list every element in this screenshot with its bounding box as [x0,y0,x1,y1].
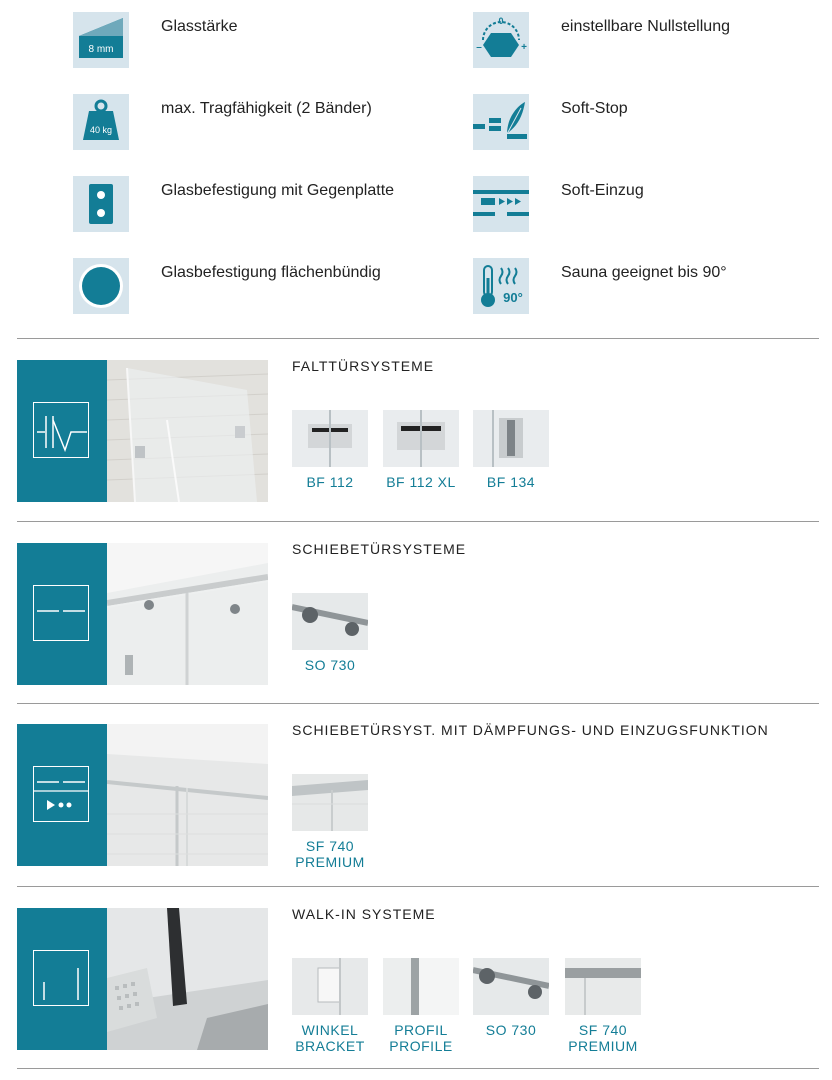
product-so-730[interactable] [473,958,549,1038]
zero-position-icon [473,12,529,68]
product-name [565,1022,641,1054]
product-image [473,958,549,1015]
glass-thickness-value: 8 mm [88,44,114,55]
section-photo [107,724,268,866]
product-bf-112-xl[interactable] [383,410,459,490]
product-image [292,958,368,1015]
folding-door-icon [17,360,107,502]
product-name-line1: SF 740 [578,1022,628,1038]
product-name-line2: PREMIUM [295,854,365,870]
legend-label: Sauna geeignet bis 90° [561,264,727,281]
section-title: FALTTÜRSYSTEME [292,358,435,374]
product-winkel-bracket[interactable] [292,958,368,1054]
product-image [473,410,549,467]
legend-item-zero-position [473,12,730,68]
legend-item-weight [73,94,372,150]
product-name [292,838,368,870]
weight-value: 40 kg [89,125,113,135]
legend-label: Glasbefestigung flächenbündig [161,264,381,281]
feature-legend [0,0,832,330]
section-title: SCHIEBETÜRSYSTEME [292,541,467,557]
product-name-line2: PREMIUM [568,1038,638,1054]
section-title: WALK-IN SYSTEME [292,906,436,922]
product-sf-740-premium[interactable] [292,774,368,870]
counterplate-icon [73,176,129,232]
product-image [292,410,368,467]
zero-value: 0 [498,16,504,26]
legend-item-soft-close [473,176,644,232]
divider [17,521,819,522]
section-walk-in [17,906,819,1054]
product-so-730[interactable] [292,593,368,673]
glass-thickness-icon [73,12,129,68]
walk-in-icon [17,908,107,1050]
legend-label: max. Tragfähigkeit (2 Bänder) [161,100,372,117]
legend-item-sauna [473,258,727,314]
product-image [292,774,368,831]
section-photo [107,543,268,685]
legend-item-counterplate [73,176,394,232]
svg-text:+: + [521,42,527,53]
legend-label: Soft-Einzug [561,182,644,199]
weight-icon [73,94,129,150]
product-name: BF 112 XL [386,474,456,490]
legend-label: Glasstärke [161,18,238,35]
product-sf-740-premium[interactable] [565,958,641,1054]
divider [17,703,819,704]
product-name-line1: PROFIL [394,1022,448,1038]
legend-label: Soft-Stop [561,100,628,117]
product-bf-134[interactable] [473,410,549,490]
product-name-line1: WINKEL [301,1022,359,1038]
section-folding-doors [17,360,819,502]
section-photo [107,360,268,502]
legend-label: einstellbare Nullstellung [561,18,730,35]
sauna-temp-value: 90° [503,290,523,305]
svg-text:–: – [476,42,482,53]
product-name [383,1022,459,1054]
product-profil-profile[interactable] [383,958,459,1054]
sliding-door-soft-close-icon [17,724,107,866]
flush-mount-icon [73,258,129,314]
divider [17,338,819,339]
product-name: SO 730 [304,657,356,673]
product-name: SO 730 [485,1022,537,1038]
divider [17,886,819,887]
divider [17,1068,819,1069]
section-photo [107,908,268,1050]
product-bf-112[interactable] [292,410,368,490]
sauna-icon [473,258,529,314]
section-sliding-doors [17,543,819,685]
legend-label: Glasbefestigung mit Gegenplatte [161,182,395,199]
soft-stop-icon [473,94,529,150]
soft-close-icon [473,176,529,232]
product-name-line2: PROFILE [389,1038,453,1054]
product-image [292,593,368,650]
legend-item-flush-mount [73,258,381,314]
section-title: SCHIEBETÜRSYST. MIT DÄMPFUNGS- UND EINZUGSFUNKTION [292,722,769,738]
legend-item-soft-stop [473,94,628,150]
product-name: BF 134 [486,474,536,490]
section-sliding-soft-close [17,722,819,870]
product-image [565,958,641,1015]
product-image [383,958,459,1015]
product-name: BF 112 [306,474,354,490]
product-name-line2: BRACKET [295,1038,365,1054]
product-image [383,410,459,467]
sliding-door-icon [17,543,107,685]
product-name-line1: SF 740 [305,838,355,854]
legend-item-glass-thickness [73,12,237,68]
product-name [292,1022,368,1054]
